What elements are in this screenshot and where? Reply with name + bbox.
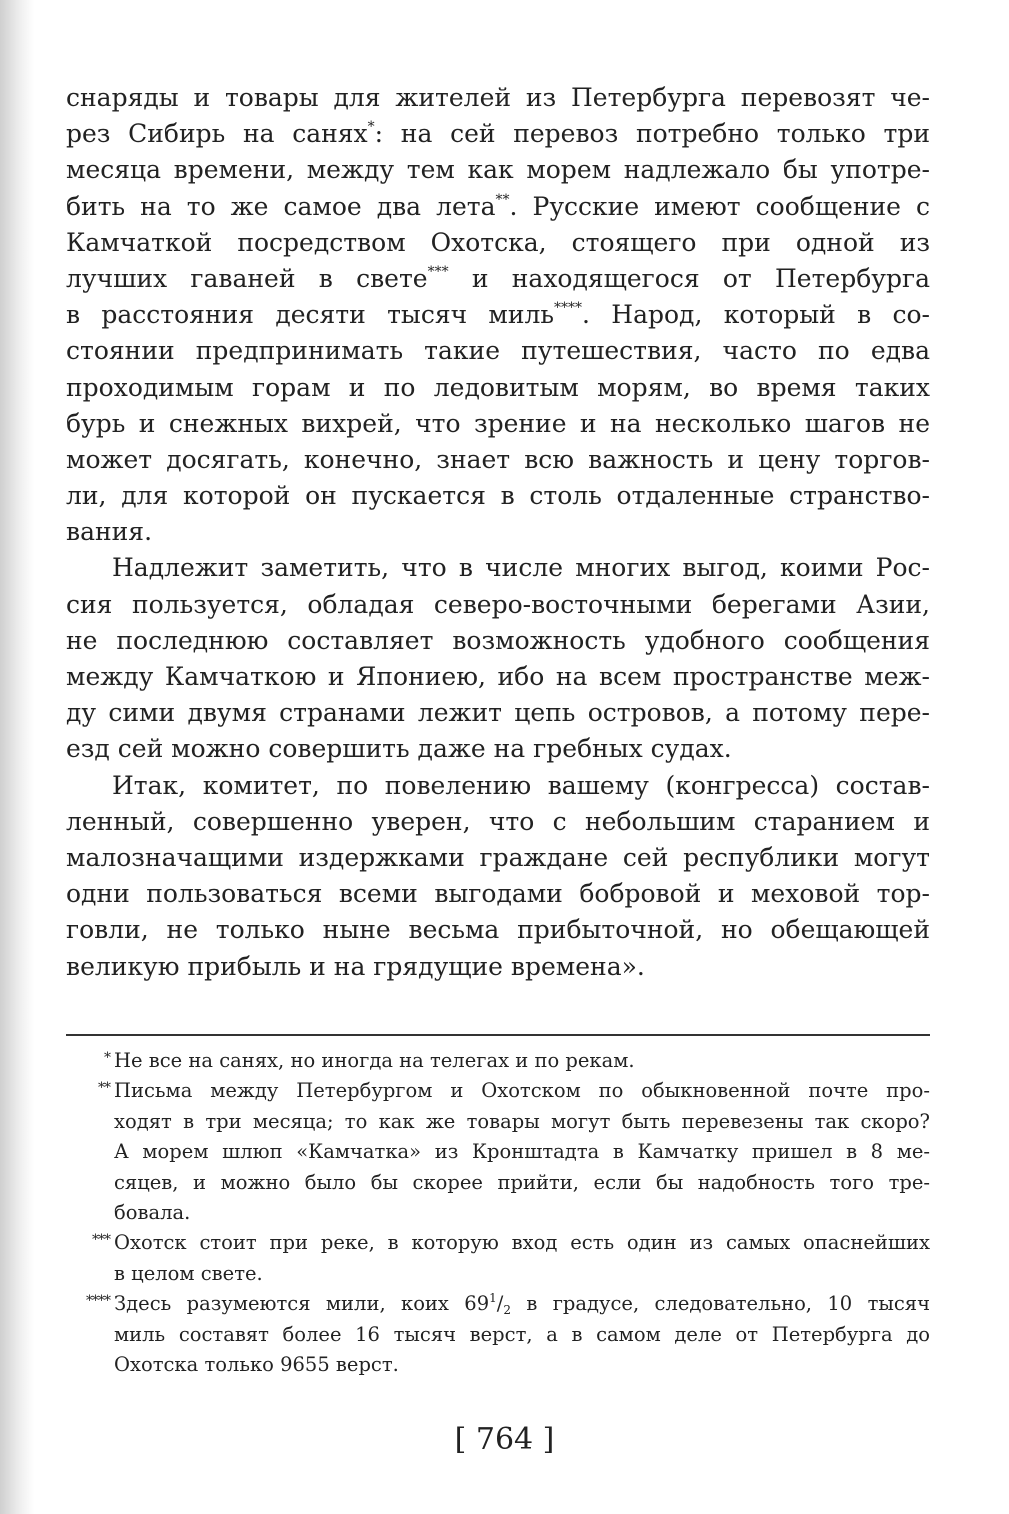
- footnote-ref: *: [367, 119, 375, 136]
- text-segment: рез Сибирь на санях: [66, 119, 368, 149]
- text-line: бурь и снежных вихрей, что зрение и на несколько шагов не: [66, 408, 930, 438]
- footnote-2: [66, 1076, 930, 1228]
- text-line: езд сей можно совершить даже на гребных судах.: [66, 734, 732, 764]
- text-line: говли, не только ныне весьма прибыточной, но обещающей: [66, 915, 930, 945]
- footnote-ref: ***: [427, 263, 449, 280]
- text-line: ли, для которой он пускается в столь отдаленные странство-: [66, 481, 930, 511]
- text-line: [66, 116, 930, 152]
- main-text: [66, 80, 930, 985]
- footnote-rule: [66, 1034, 930, 1036]
- text-line: Камчаткой посредством Охотска, стоящего при одной из: [66, 227, 930, 257]
- footnote-line: в целом свете.: [114, 1261, 263, 1285]
- text-line: великую прибыль и на грядущие времена».: [66, 951, 645, 981]
- text-line: [66, 261, 930, 297]
- text-line: не последнюю составляет возможность удобного сообщения: [66, 625, 930, 655]
- text-line: стоянии предпринимать такие путешествия, часто по едва: [66, 336, 930, 366]
- text-segment: бить на то же самое два лета: [66, 191, 496, 221]
- fraction-denominator: 2: [503, 1303, 511, 1318]
- page-number: [ 764 ]: [454, 1422, 555, 1457]
- text-line: [66, 189, 930, 225]
- text-segment: . Русские имеют сообщение с: [509, 191, 931, 221]
- text-line: между Камчаткою и Япониею, ибо на всем пространстве меж-: [66, 662, 930, 691]
- text-line: Надлежит заметить, что в числе многих выгод, коими Рос-: [112, 553, 930, 583]
- footnote-line: Не все на санях, но иногда на телегах и по рекам.: [114, 1049, 635, 1072]
- footnote-line: Охотска только 9655 верст.: [114, 1352, 399, 1376]
- text-line: снаряды и товары для жителей из Петербурга перевозят че-: [66, 83, 930, 112]
- text-line: Итак, комитет, по повелению вашему (конгресса) состав-: [112, 770, 930, 800]
- text-line: малозначащими издержками граждане сей республики могут: [66, 842, 930, 872]
- footnote-ref: ****: [554, 300, 583, 317]
- footnote-mark: ***: [92, 1232, 110, 1249]
- text-line: одни пользоваться всеми выгодами бобровой и меховой тор-: [66, 879, 930, 909]
- footnote-ref: **: [495, 191, 510, 208]
- footnote-line: Письма между Петербургом и Охотском по обыкновенной почте про-: [114, 1079, 930, 1103]
- text-segment: Здесь разумеются мили, коих 69: [114, 1292, 490, 1316]
- footnote-4: [66, 1289, 930, 1380]
- paragraph-3: [66, 768, 930, 985]
- text-line: ленный, совершенно уверен, что с небольшим старанием и: [66, 806, 930, 836]
- footnote-line: ходят в три месяца; то как же товары могут быть перевезены так скоро?: [114, 1109, 930, 1133]
- text-segment: : на сей перевоз потребно только три: [374, 119, 930, 149]
- footnote-mark: *: [104, 1050, 110, 1066]
- footnote-line: бовала.: [114, 1200, 191, 1224]
- footnote-3: [66, 1228, 930, 1289]
- footnote-1: [66, 1046, 930, 1076]
- footnotes: [66, 1046, 930, 1380]
- text-line: вания.: [66, 517, 153, 547]
- fraction-slash: /: [496, 1292, 504, 1316]
- text-segment: . Народ, который в со-: [582, 300, 931, 330]
- paragraph-2: [66, 550, 930, 767]
- text-segment: и находящегося от Петербурга: [448, 263, 930, 293]
- paragraph-1: [66, 80, 930, 550]
- text-line: месяца времени, между тем как морем надлежало бы употре-: [66, 155, 930, 185]
- text-line: может досягать, конечно, знает всю важность и цену торгов-: [66, 444, 930, 474]
- footnote-mark: ****: [86, 1293, 110, 1310]
- footnote-line: сяцев, и можно было бы скорее прийти, если бы надобность того тре-: [114, 1170, 930, 1194]
- footnote-line: А морем шлюп «Камчатка» из Кронштадта в Камчатку пришел в 8 ме-: [114, 1140, 930, 1164]
- text-line: ду сими двумя странами лежит цепь островов, а потому пере-: [66, 698, 930, 728]
- text-line: сия пользуется, обладая северо-восточными берегами Азии,: [66, 589, 930, 619]
- footnote-line: Охотск стоит при реке, в которую вход есть один из самых опаснейших: [114, 1231, 930, 1255]
- footnote-mark: **: [98, 1080, 110, 1097]
- text-line: проходимым горам и по ледовитым морям, во время таких: [66, 372, 930, 402]
- fraction-numerator: 1: [489, 1291, 497, 1306]
- text-segment: лучших гаваней в свете: [66, 263, 428, 293]
- footnote-line: миль составят более 16 тысяч верст, а в самом деле от Петербурга до: [114, 1322, 930, 1346]
- text-segment: в расстояния десяти тысяч миль: [66, 300, 555, 330]
- footnote-line: [114, 1289, 930, 1319]
- page-edge-shadow: [0, 0, 34, 1514]
- text-segment: в градусе, следовательно, 10 тысяч: [510, 1292, 930, 1316]
- text-line: [66, 297, 930, 333]
